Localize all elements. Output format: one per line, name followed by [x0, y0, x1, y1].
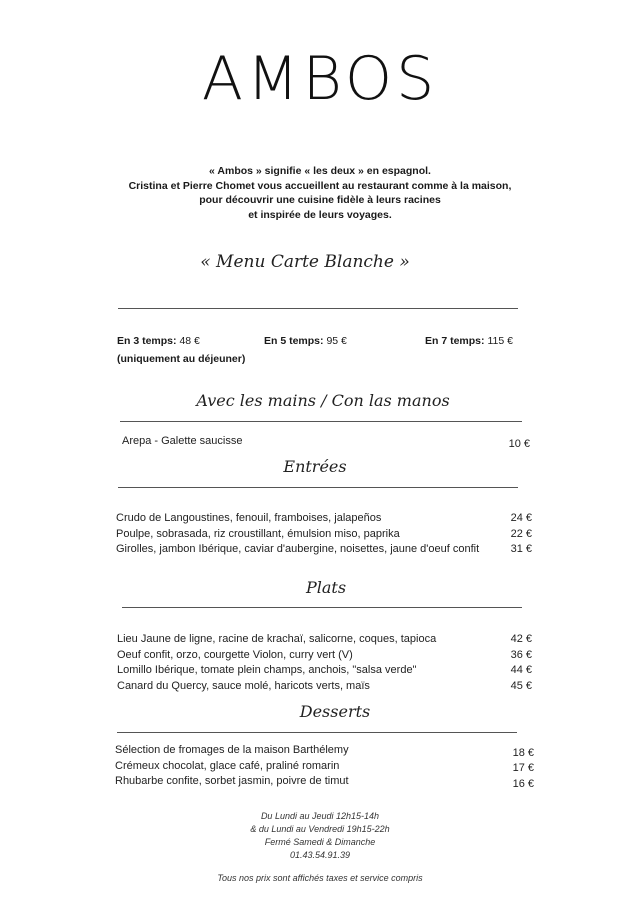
divider [118, 308, 518, 309]
menu-item-price: 44 € [510, 664, 532, 676]
menu-item: Crudo de Langoustines, fenouil, framboises, jalapeños [116, 512, 382, 524]
menu-item-price: 36 € [510, 649, 532, 661]
phone-number: 01.43.54.91.39 [289, 850, 351, 860]
menu-item: Arepa - Galette saucisse [122, 435, 243, 447]
menu-item-price: 10 € [508, 438, 530, 450]
section-title-entrees: Entrées [283, 457, 347, 476]
section-title-mains: Avec les mains / Con las manos [196, 391, 450, 410]
divider [120, 421, 522, 422]
formula-note [117, 353, 245, 365]
formula-label: En 3 temps: [117, 335, 177, 347]
menu-item-price: 17 € [512, 762, 534, 774]
menu-item-price: 45 € [510, 680, 532, 692]
menu-item: Lomillo Ibérique, tomate plein champs, anchois, "salsa verde" [117, 664, 417, 676]
formula-7 [425, 335, 513, 347]
menu-item: Canard du Quercy, sauce molé, haricots verts, maïs [117, 680, 370, 692]
opening-hours [0, 810, 640, 862]
divider [118, 487, 518, 488]
menu-item: Sélection de fromages de la maison Barthélemy [115, 744, 349, 756]
intro-line: « Ambos » signifie « les deux » en espagnol. [209, 165, 431, 177]
intro-line: et inspirée de leurs voyages. [248, 208, 392, 221]
menu-item-price: 42 € [510, 633, 532, 645]
hours-line: Fermé Samedi & Dimanche [264, 837, 376, 847]
formula-label: En 7 temps: [425, 335, 485, 347]
menu-item-price: 31 € [510, 543, 532, 555]
menu-item: Girolles, jambon Ibérique, caviar d'aubergine, noisettes, jaune d'oeuf confit [116, 543, 480, 555]
divider [122, 607, 522, 608]
menu-item: Poulpe, sobrasada, riz croustillant, émulsion miso, paprika [116, 528, 400, 540]
menu-item-price: 16 € [512, 778, 534, 790]
brand-logo: AMBOS [201, 44, 439, 114]
menu-item-price: 18 € [512, 747, 534, 759]
tax-note: Tous nos prix sont affichés taxes et service compris [217, 873, 423, 883]
menu-item-price: 22 € [510, 528, 532, 540]
formula-note-text: (uniquement au déjeuner) [117, 353, 246, 365]
formula-price: 115 € [487, 335, 513, 347]
hours-line: Du Lundi au Jeudi 12h15-14h [260, 811, 380, 821]
menu-title: « Menu Carte Blanche » [200, 252, 410, 272]
formula-label: En 5 temps: [264, 335, 324, 347]
menu-item-price: 24 € [510, 512, 532, 524]
hours-line: & du Lundi au Vendredi 19h15-22h [250, 824, 390, 834]
intro-line: pour découvrir une cuisine fidèle à leurs racines [199, 194, 441, 206]
section-title-plats: Plats [305, 578, 347, 597]
section-title-desserts: Desserts [299, 702, 371, 721]
menu-item: Crémeux chocolat, glace café, praliné romarin [115, 760, 340, 772]
formula-price: 95 € [326, 335, 347, 347]
menu-item: Rhubarbe confite, sorbet jasmin, poivre de timut [115, 775, 349, 787]
intro-line: Cristina et Pierre Chomet vous accueillent au restaurant comme à la maison, [128, 179, 512, 192]
intro-text [60, 164, 580, 222]
formula-3 [117, 335, 200, 347]
menu-item: Lieu Jaune de ligne, racine de krachaï, salicorne, coques, tapioca [117, 633, 437, 645]
formula-price: 48 € [179, 335, 200, 347]
formula-5 [264, 335, 347, 347]
menu-item: Oeuf confit, orzo, courgette Violon, curry vert (V) [117, 649, 353, 661]
divider [117, 732, 517, 733]
